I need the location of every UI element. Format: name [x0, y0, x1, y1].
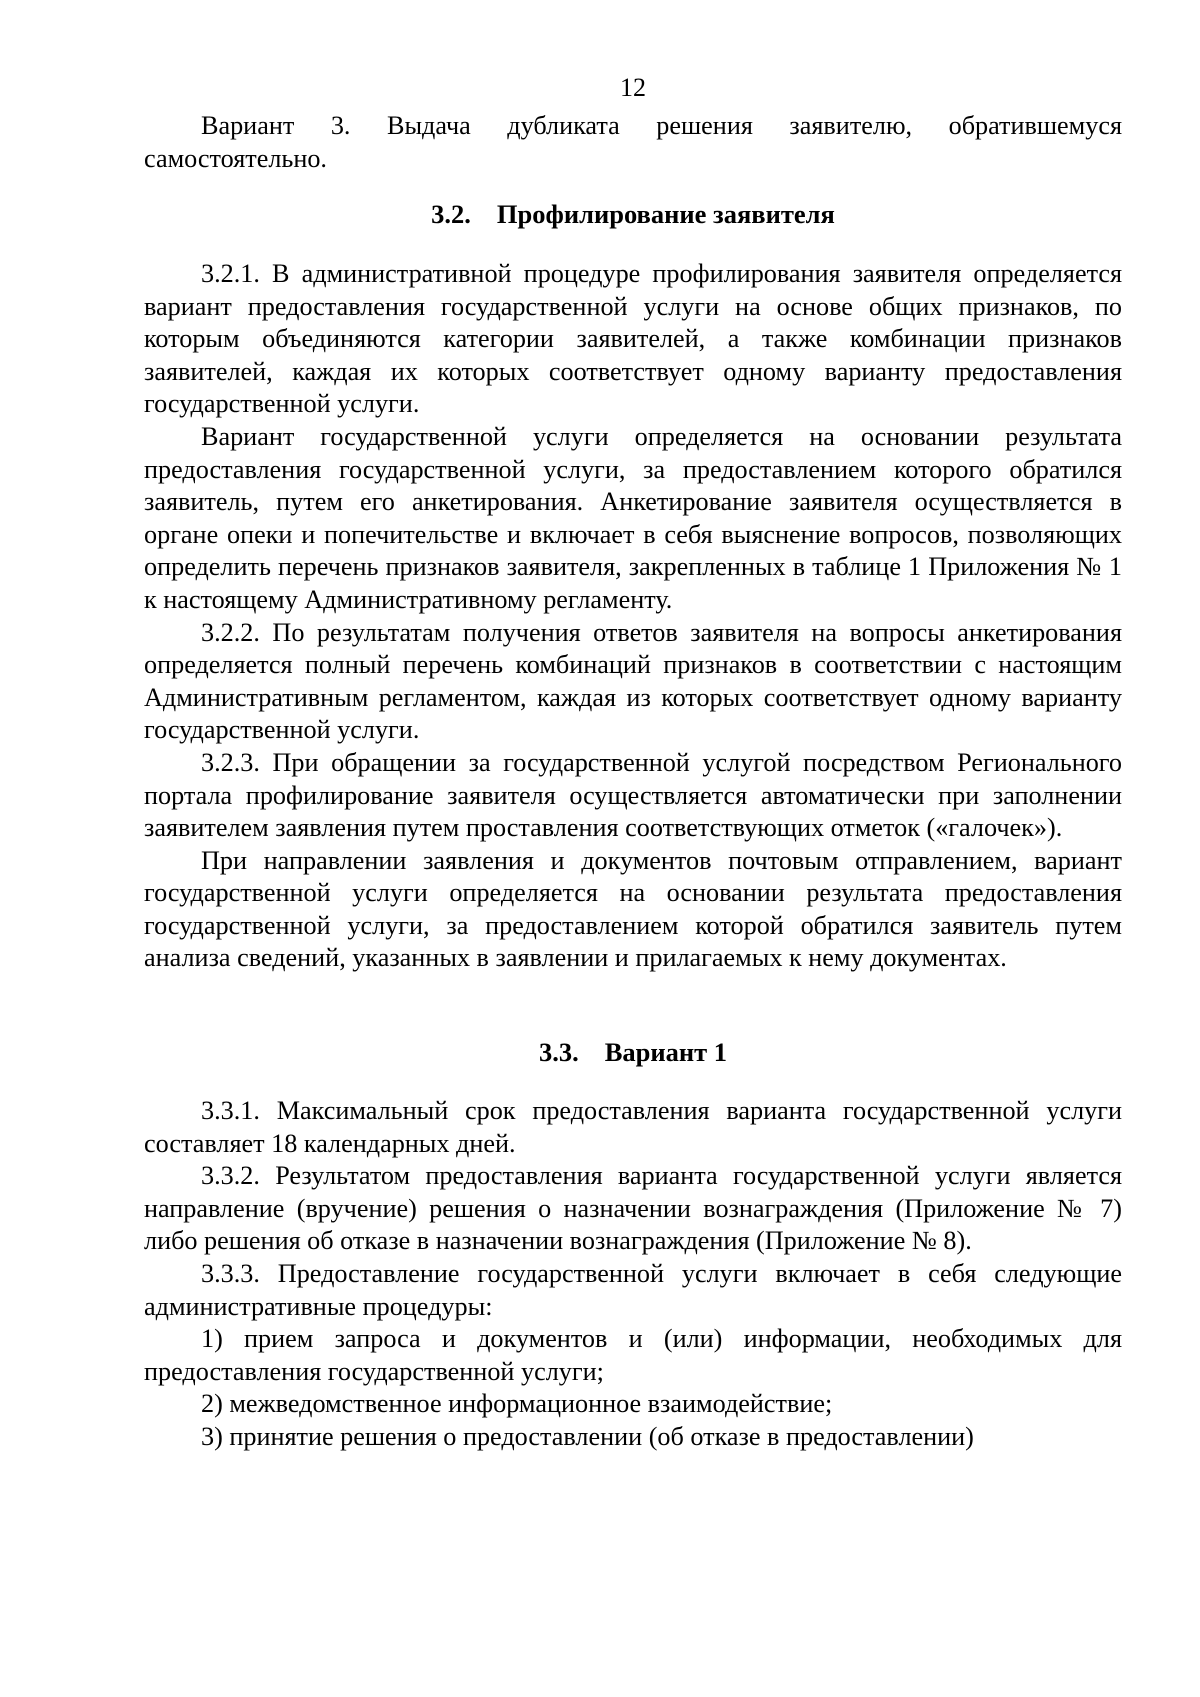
paragraph: 3.2.3. При обращении за государственной услугой посредством Регионального портала профилирование заявителя осуществляется автоматически при заполнении заявителем заявления путем проставления соответствующих отметок («галочек»).	[144, 747, 1122, 843]
section-3-2-body	[144, 258, 1122, 975]
section-number: 3.2.	[431, 199, 471, 229]
paragraph: 3.2.1. В административной процедуре профилирования заявителя определяется вариант предоставления государственной услуги на основе общих признаков, по которым объединяются категории заявителей, а также комбинации признаков заявителей, каждая их которых соответствует одному варианту предоставления государственной услуги.	[144, 259, 1122, 419]
section-title: Вариант 1	[604, 1037, 728, 1067]
list-item: 2) межведомственное информационное взаимодействие;	[201, 1389, 833, 1419]
paragraph: 3.3.3. Предоставление государственной услуги включает в себя следующие административные процедуры:	[144, 1258, 1122, 1321]
page-number: 12	[620, 73, 646, 102]
intro-text	[144, 110, 1122, 175]
section-title: Профилирование заявителя	[496, 199, 835, 229]
paragraph: Вариант государственной услуги определяется на основании результата предоставления государственной услуги, за предоставлением которого обратился заявитель, путем его анкетирования. Анкетирование заявителя осуществляется в органе опеки и попечительстве и включает в себя выяснение вопросов, позволяющих определить перечень признаков заявителя, закрепленных в таблице 1 Приложения № 1 к настоящему Административному регламенту.	[144, 421, 1122, 614]
section-3-3-body	[144, 1095, 1122, 1454]
paragraph: 3.3.1. Максимальный срок предоставления варианта государственной услуги составляет 18 календарных дней.	[144, 1096, 1122, 1158]
paragraph: 3.2.2. По результатам получения ответов заявителя на вопросы анкетирования определяется полный перечень комбинаций признаков в соответствии с настоящим Административным регламентом, каждая из которых соответствует одному варианту государственной услуги.	[144, 617, 1122, 745]
paragraph: 3.3.2. Результатом предоставления варианта государственной услуги является направление (вручение) решения о назначении вознаграждения (Приложение № 7) либо решения об отказе в назначении вознаграждения (Приложение № 8).	[144, 1161, 1122, 1256]
section-heading-3-2	[144, 198, 1122, 230]
paragraph: При направлении заявления и документов почтовым отправлением, вариант государственной услуги определяется на основании результата предоставления государственной услуги, за предоставлением которой обратился заявитель путем анализа сведений, указанных в заявлении и прилагаемых к нему документах.	[144, 845, 1122, 973]
section-number: 3.3.	[538, 1037, 579, 1067]
list-item: 3) принятие решения о предоставлении (об отказе в предоставлении)	[201, 1421, 974, 1451]
section-heading-3-3	[144, 1036, 1122, 1068]
list-item: 1) прием запроса и документов и (или) информации, необходимых для предоставления государственной услуги;	[144, 1324, 1122, 1386]
paragraph: Вариант 3. Выдача дубликата решения заявителю, обратившемуся самостоятельно.	[144, 111, 1122, 173]
